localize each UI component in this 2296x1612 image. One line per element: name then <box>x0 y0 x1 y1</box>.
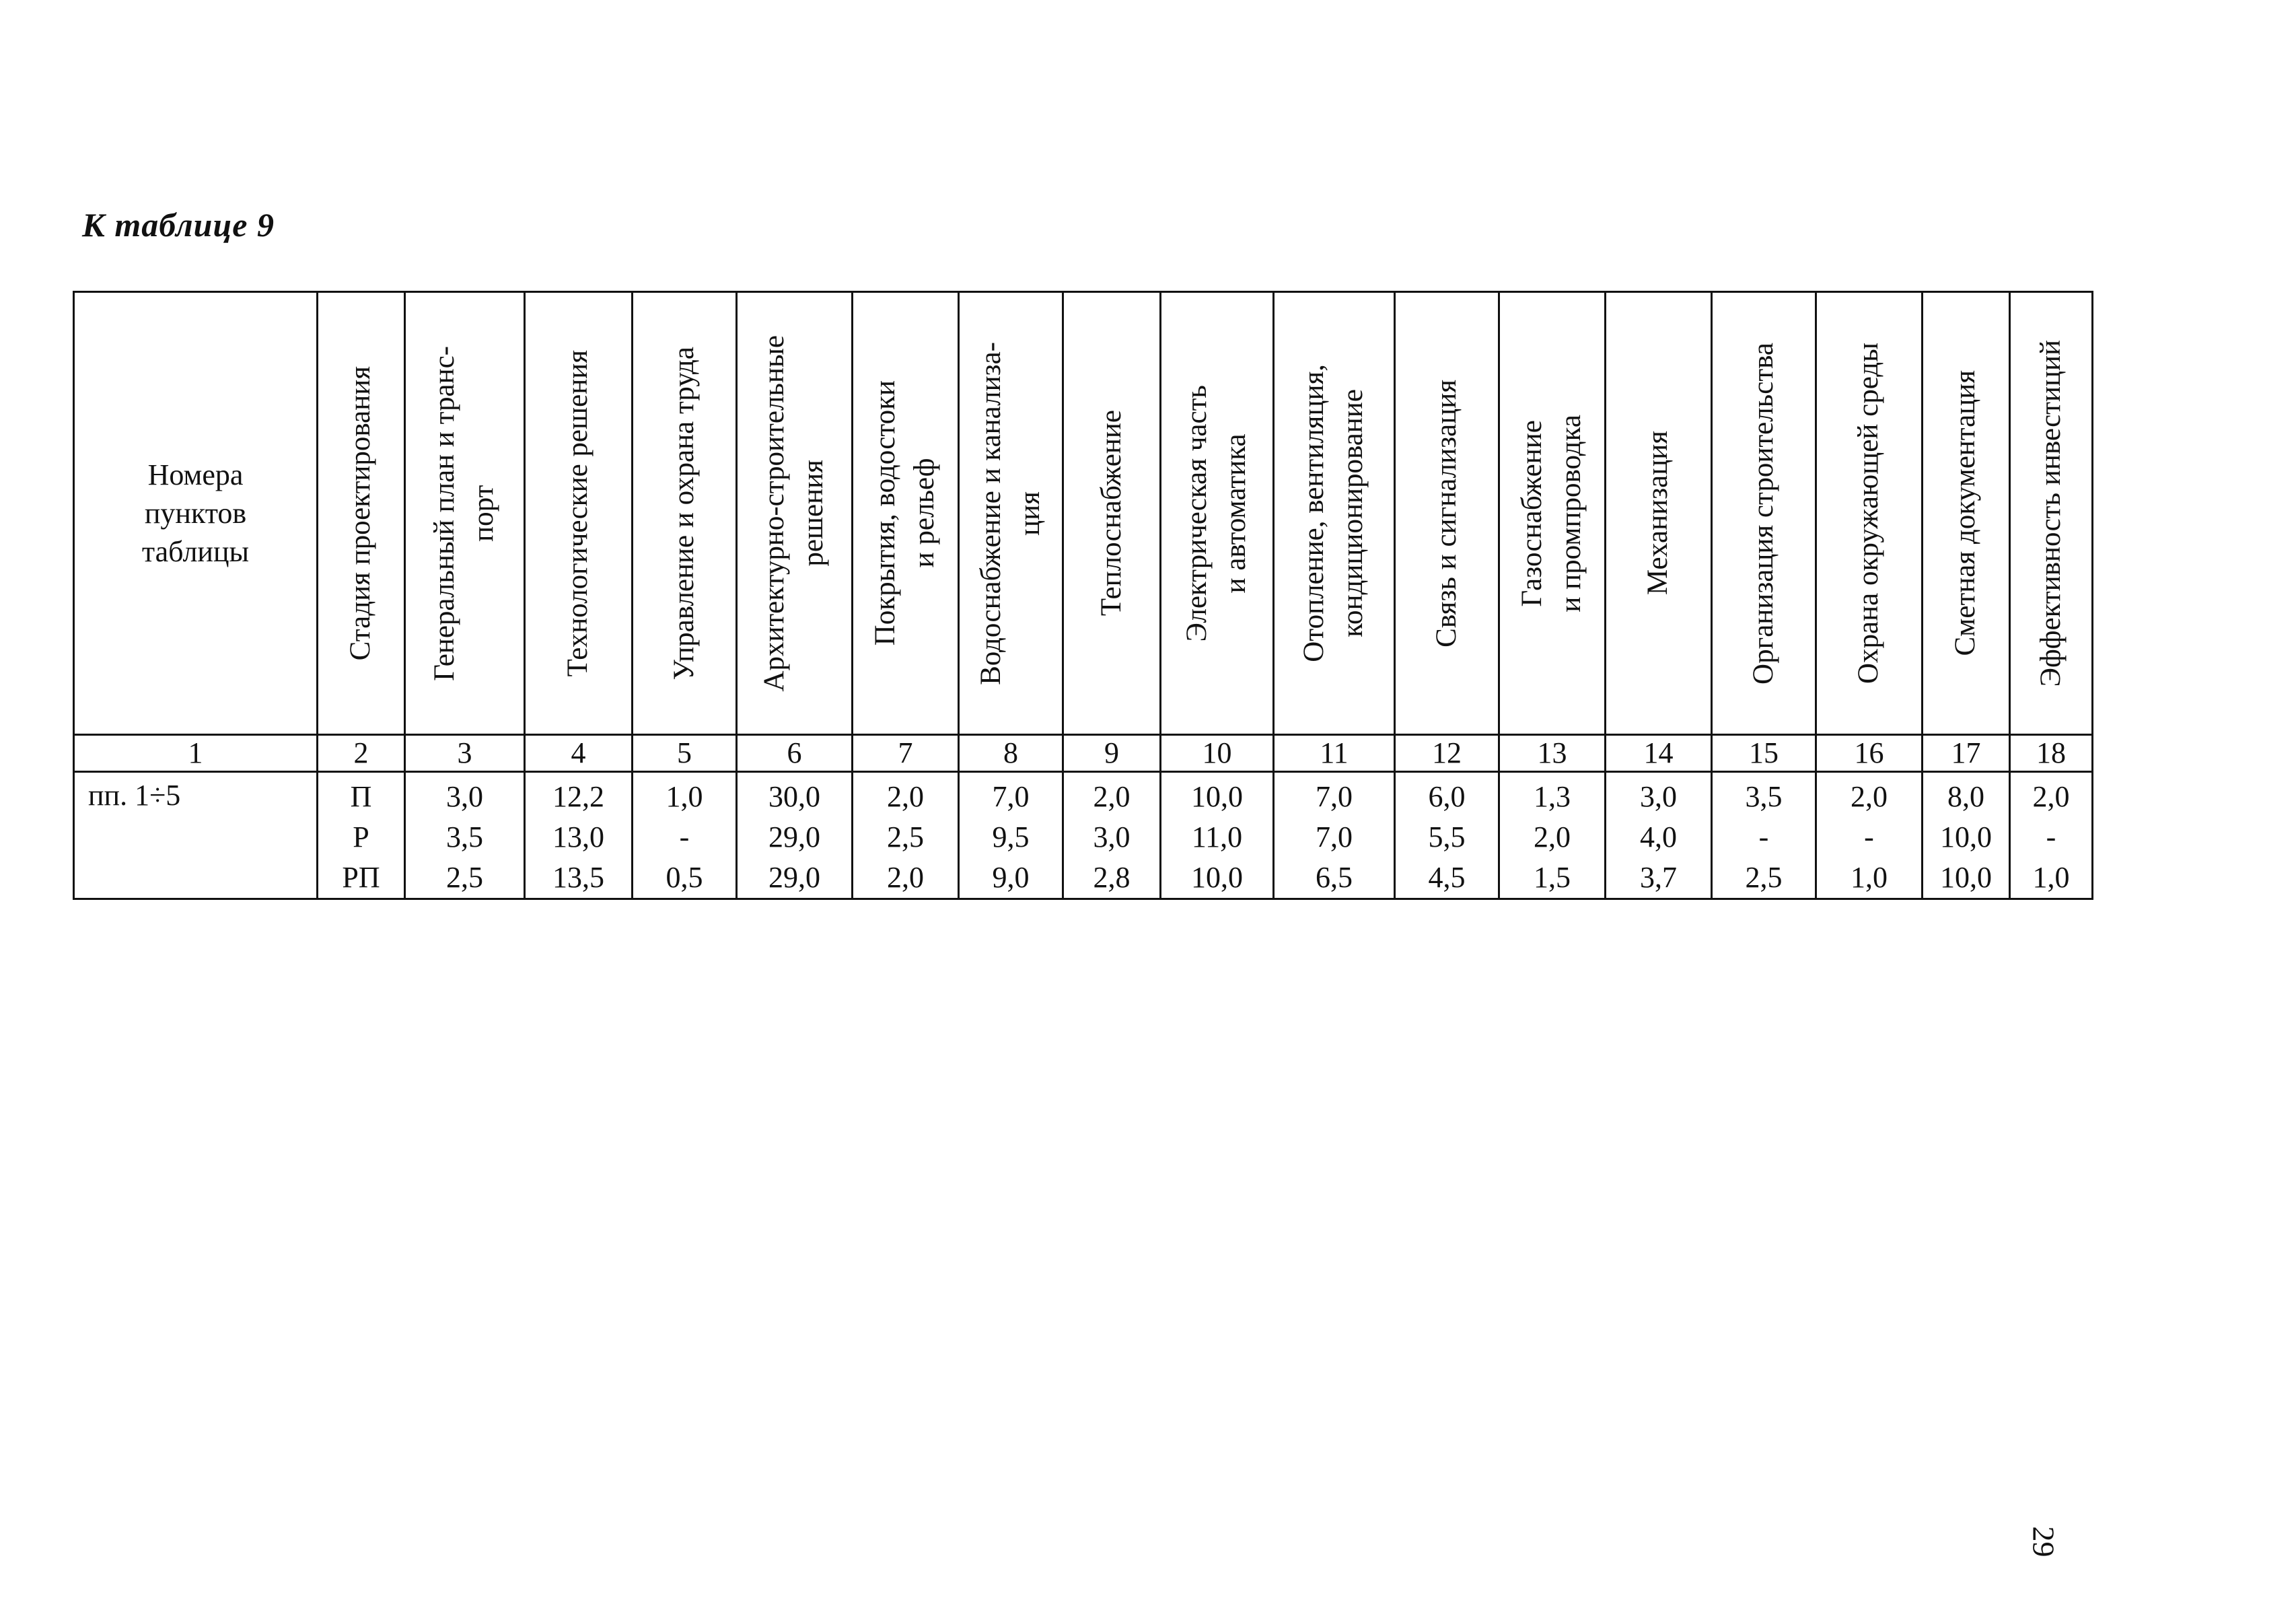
cell-value: 6,0 <box>1428 780 1466 813</box>
value-cell <box>1923 772 2010 899</box>
column-number: 12 <box>1395 735 1499 772</box>
value-cell <box>959 772 1063 899</box>
column-header-text <box>1092 410 1131 616</box>
column-header <box>853 292 959 735</box>
cell-value: 3,0 <box>1640 780 1677 813</box>
value-cell <box>1274 772 1395 899</box>
value-cell <box>405 772 525 899</box>
cell-value: 1,0 <box>2032 861 2070 894</box>
first-column-header <box>74 292 318 735</box>
cell-value: - <box>679 820 690 853</box>
column-header <box>1395 292 1499 735</box>
column-header-text <box>755 335 833 692</box>
value-cell <box>1499 772 1606 899</box>
column-number: 1 <box>74 735 318 772</box>
stage-value: П <box>350 780 372 813</box>
column-number: 4 <box>525 735 633 772</box>
cell-value: 10,0 <box>1940 861 1992 894</box>
cell-value: 2,0 <box>1093 780 1131 813</box>
value-cell <box>853 772 959 899</box>
column-header-text <box>1427 380 1466 647</box>
column-header-text <box>559 350 598 676</box>
column-header-line: Теплоснабжение <box>1095 410 1127 617</box>
column-header <box>1712 292 1816 735</box>
column-number: 3 <box>405 735 525 772</box>
column-number: 6 <box>737 735 853 772</box>
cell-value: 10,0 <box>1940 820 1992 853</box>
first-column-header-text: Номера пунктов таблицы <box>141 458 250 569</box>
column-header-text <box>665 347 704 680</box>
cell-value: 9,5 <box>992 820 1030 853</box>
column-header-line: Газоснабжение <box>1516 419 1548 607</box>
cell-value: 3,5 <box>446 820 483 853</box>
column-header <box>633 292 737 735</box>
column-header-line: Механизация <box>1642 431 1674 596</box>
column-header-line: и промпроводка <box>1555 414 1587 612</box>
column-header-line: и рельеф <box>908 458 941 568</box>
cell-value: 2,5 <box>887 820 924 853</box>
column-header-line: Управление и охрана труда <box>668 346 700 680</box>
column-header-text <box>1849 343 1888 684</box>
column-number: 15 <box>1712 735 1816 772</box>
column-header <box>1063 292 1161 735</box>
column-number: 11 <box>1274 735 1395 772</box>
column-number: 13 <box>1499 735 1606 772</box>
page-number: 29 <box>2026 1526 2061 1557</box>
cell-value: 7,0 <box>992 780 1030 813</box>
column-header <box>1499 292 1606 735</box>
column-header-text <box>1639 431 1678 595</box>
stage-value: Р <box>353 820 369 853</box>
cell-value: 2,0 <box>887 861 924 894</box>
column-header-text <box>1295 364 1373 662</box>
cell-value: 2,0 <box>887 780 924 813</box>
cell-value: 4,5 <box>1428 861 1466 894</box>
column-number: 14 <box>1606 735 1712 772</box>
cell-value: 13,0 <box>552 820 604 853</box>
cell-value: 5,5 <box>1428 820 1466 853</box>
cell-value: 4,0 <box>1640 820 1677 853</box>
cell-value: 8,0 <box>1947 780 1984 813</box>
page-title: К таблице 9 <box>82 206 275 244</box>
cell-value: 11,0 <box>1191 820 1243 853</box>
cell-value: - <box>2046 820 2056 853</box>
value-cell <box>525 772 633 899</box>
column-number: 7 <box>853 735 959 772</box>
stage-cell <box>318 772 405 899</box>
column-header-text <box>1946 370 1985 656</box>
column-header <box>1161 292 1274 735</box>
column-number: 2 <box>318 735 405 772</box>
column-header-text <box>425 346 503 681</box>
column-number: 9 <box>1063 735 1161 772</box>
cell-value: 29,0 <box>768 861 820 894</box>
value-cell <box>1395 772 1499 899</box>
column-header-line: кондиционирование <box>1337 389 1369 637</box>
column-header-line: Стадия проектирования <box>345 365 377 661</box>
cell-value: 13,5 <box>552 861 604 894</box>
column-header-line: Генеральный план и транс- <box>429 345 461 681</box>
column-header-line: Эффективность инвестиций <box>2034 339 2067 687</box>
cell-value: 2,0 <box>2032 780 2070 813</box>
column-number: 17 <box>1923 735 2010 772</box>
value-cell <box>1063 772 1161 899</box>
column-header-line: Архитектурно-строительные <box>758 335 791 692</box>
cell-value: 10,0 <box>1191 861 1243 894</box>
column-header-line: порт <box>468 485 500 542</box>
column-header-text <box>1178 385 1256 641</box>
column-header <box>1274 292 1395 735</box>
column-number: 8 <box>959 735 1063 772</box>
column-header-line: Электрическая часть <box>1181 384 1213 642</box>
cell-value: 30,0 <box>768 780 820 813</box>
cell-value: 2,8 <box>1093 861 1131 894</box>
cell-value: 1,5 <box>1534 861 1571 894</box>
cell-value: 2,0 <box>1851 780 1888 813</box>
column-header-text <box>1513 415 1591 612</box>
column-header-line: Водоснабжение и канализа- <box>974 341 1007 685</box>
cell-value: 12,2 <box>552 780 604 813</box>
column-header <box>737 292 853 735</box>
cell-value: 3,5 <box>1745 780 1783 813</box>
column-header-line: Покрытия, водостоки <box>869 380 902 646</box>
column-header-text <box>2032 340 2071 687</box>
stage-value: РП <box>342 861 380 894</box>
cell-value: 3,0 <box>1093 820 1131 853</box>
cell-value: 1,0 <box>1851 861 1888 894</box>
column-header <box>525 292 633 735</box>
cell-value: 6,5 <box>1316 861 1353 894</box>
cell-value: 1,3 <box>1534 780 1571 813</box>
column-header <box>2010 292 2093 735</box>
column-header-line: и автоматика <box>1220 433 1252 594</box>
data-table <box>73 291 2093 900</box>
column-header-line: Отопление, вентиляция, <box>1298 364 1330 662</box>
column-header-line: решения <box>797 460 830 567</box>
cell-value: 0,5 <box>666 861 703 894</box>
value-cell <box>1712 772 1816 899</box>
column-number: 5 <box>633 735 737 772</box>
column-header-line: ция <box>1014 491 1046 536</box>
cell-value: 1,0 <box>666 780 703 813</box>
table-row <box>74 772 2093 899</box>
value-cell <box>2010 772 2093 899</box>
header-row <box>74 292 2093 735</box>
column-header-text <box>1744 343 1783 685</box>
value-cell <box>1161 772 1274 899</box>
column-header-line: Технологические решения <box>562 349 594 677</box>
cell-value: 3,7 <box>1640 861 1677 894</box>
column-header <box>405 292 525 735</box>
column-header <box>318 292 405 735</box>
cell-value: 29,0 <box>768 820 820 853</box>
column-header-line: Организация строительства <box>1747 342 1779 685</box>
column-number: 10 <box>1161 735 1274 772</box>
column-number-row <box>74 735 2093 772</box>
cell-value: 10,0 <box>1191 780 1243 813</box>
column-header <box>1923 292 2010 735</box>
column-number: 18 <box>2010 735 2093 772</box>
column-header-line: Сметная документация <box>1949 370 1982 656</box>
value-cell <box>1606 772 1712 899</box>
cell-value: 3,0 <box>446 780 483 813</box>
cell-value: - <box>1864 820 1874 853</box>
cell-value: 7,0 <box>1316 780 1353 813</box>
column-header-line: Охрана окружающей среды <box>1853 343 1885 684</box>
row-label: пп. 1÷5 <box>74 772 318 899</box>
cell-value: 2,5 <box>446 861 483 894</box>
column-header-text <box>972 342 1050 685</box>
cell-value: - <box>1758 820 1769 853</box>
value-cell <box>1816 772 1923 899</box>
column-header-text <box>341 366 380 660</box>
column-number: 16 <box>1816 735 1923 772</box>
column-header-line: Связь и сигнализация <box>1430 379 1462 647</box>
column-header <box>1816 292 1923 735</box>
value-cell <box>737 772 853 899</box>
cell-value: 2,5 <box>1745 861 1783 894</box>
column-header <box>959 292 1063 735</box>
value-cell <box>633 772 737 899</box>
cell-value: 9,0 <box>992 861 1030 894</box>
column-header <box>1606 292 1712 735</box>
cell-value: 7,0 <box>1316 820 1353 853</box>
column-header-text <box>866 380 944 645</box>
cell-value: 2,0 <box>1534 820 1571 853</box>
